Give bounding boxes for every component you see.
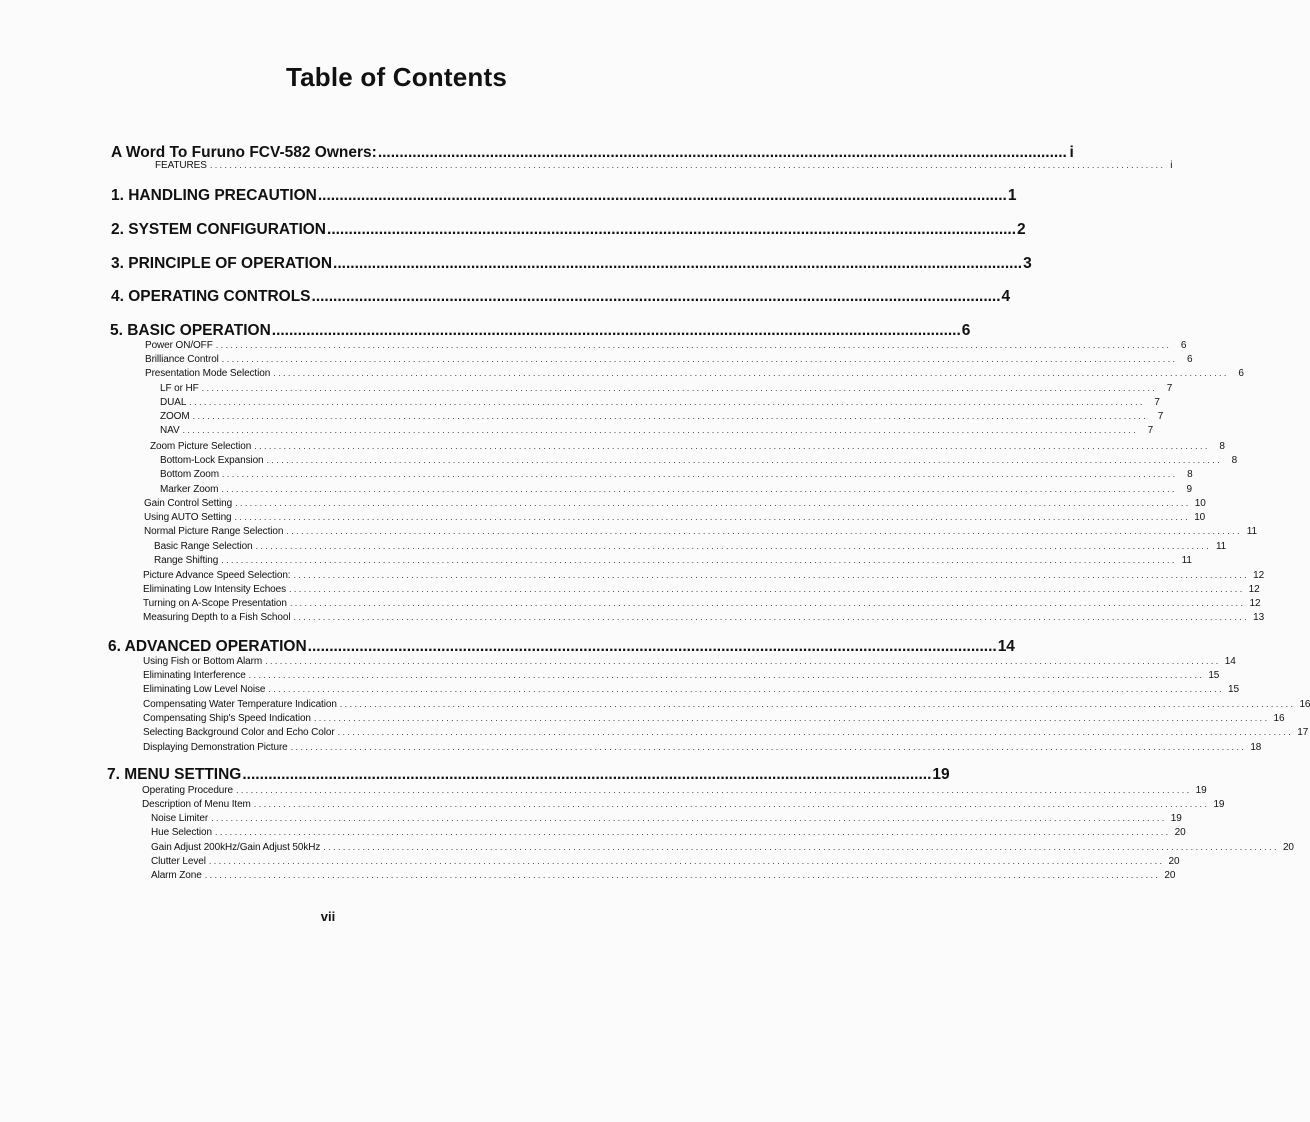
toc-entry-title: Description of Menu Item	[142, 799, 251, 810]
toc-entry-page: 10	[1194, 498, 1206, 509]
toc-entry-title: 3. PRINCIPLE OF OPERATION	[111, 255, 333, 272]
toc-entry[interactable]	[142, 785, 1207, 798]
dot-leader: ................................................................................................................................................................	[333, 255, 1023, 272]
toc-entry-title: Compensating Water Temperature Indication	[143, 699, 337, 710]
toc-entry[interactable]	[144, 498, 1206, 511]
toc-entry-title: Eliminating Interference	[143, 670, 246, 681]
toc-entry[interactable]	[143, 742, 1262, 755]
toc-entry-title: Alarm Zone	[151, 870, 202, 881]
dot-leader: ................................................................................................................................................................	[271, 322, 961, 339]
toc-entry-title: Turning on A-Scope Presentation	[143, 598, 287, 609]
dot-leader: ...................................................................................................................................................................................................	[255, 541, 1212, 551]
dot-leader: ................................................................................................................................................................	[242, 766, 932, 783]
toc-entry-page: 20	[1174, 827, 1186, 838]
toc-entry-page: 15	[1208, 670, 1220, 681]
toc-entry-title: LF or HF	[160, 383, 199, 394]
dot-leader: ...................................................................................................................................................................................................	[337, 727, 1294, 737]
toc-entry[interactable]	[143, 699, 1310, 712]
toc-entry-page: 8	[1187, 469, 1193, 480]
toc-entry[interactable]	[143, 684, 1239, 697]
toc-entry-page: 4	[1001, 288, 1011, 305]
toc-entry-page: 13	[1253, 612, 1265, 623]
toc-entry-title: ZOOM	[160, 411, 190, 422]
dot-leader: ...................................................................................................................................................................................................	[192, 411, 1149, 421]
toc-entry[interactable]	[142, 799, 1225, 812]
toc-entry-page: 19	[1195, 785, 1207, 796]
dot-leader: ...................................................................................................................................................................................................	[221, 469, 1178, 479]
toc-entry[interactable]	[143, 670, 1220, 683]
toc-entry-page: 2	[1017, 221, 1026, 238]
dot-leader: ...................................................................................................................................................................................................	[215, 340, 1172, 350]
toc-entry[interactable]	[151, 842, 1294, 855]
toc-entry-page: 14	[1224, 656, 1236, 667]
toc-entry[interactable]	[143, 598, 1261, 611]
toc-entry-title: Clutter Level	[151, 856, 206, 867]
page-number: vii	[320, 909, 336, 924]
toc-entry[interactable]	[144, 526, 1257, 539]
toc-entry-title: Gain Adjust 200kHz/Gain Adjust 50kHz	[151, 842, 321, 853]
toc-entry-page: 12	[1253, 570, 1265, 581]
dot-leader: ...................................................................................................................................................................................................	[293, 612, 1250, 622]
toc-entry-page: 15	[1228, 684, 1239, 695]
page-title: Table of Contents	[285, 62, 508, 92]
toc-entry-title: 6. ADVANCED OPERATION	[108, 638, 307, 655]
toc-entry-page: 12	[1248, 584, 1260, 595]
dot-leader: ................................................................................................................................................................	[377, 144, 1067, 161]
dot-leader: ...................................................................................................................................................................................................	[273, 368, 1229, 378]
toc-entry[interactable]	[151, 813, 1182, 826]
toc-entry[interactable]	[143, 612, 1265, 625]
toc-chapter-2[interactable]	[111, 221, 1026, 241]
dot-leader: ...................................................................................................................................................................................................	[339, 699, 1296, 709]
toc-entry[interactable]	[160, 425, 1154, 438]
toc-entry-page: 8	[1219, 441, 1225, 452]
toc-chapter-6[interactable]	[108, 638, 1015, 658]
toc-entry-title: Hue Selection	[151, 827, 212, 838]
toc-entry[interactable]	[150, 441, 1225, 454]
dot-leader: ...................................................................................................................................................................................................	[313, 713, 1270, 723]
toc-entry-page: 10	[1194, 512, 1206, 523]
toc-entry-title: Power ON/OFF	[145, 340, 213, 351]
toc-entry-title: Basic Range Selection	[154, 541, 253, 552]
dot-leader: ...................................................................................................................................................................................................	[234, 512, 1191, 522]
dot-leader: ...................................................................................................................................................................................................	[208, 856, 1165, 866]
toc-entry[interactable]	[143, 584, 1260, 597]
toc-entry-page: 19	[932, 766, 950, 783]
dot-leader: ...................................................................................................................................................................................................	[189, 397, 1145, 407]
toc-entry-page: 16	[1273, 713, 1285, 724]
toc-entry-page: 6	[1238, 368, 1244, 379]
toc-entry-page: 6	[1186, 354, 1193, 365]
toc-entry[interactable]	[145, 368, 1244, 381]
toc-entry-title: 1. HANDLING PRECAUTION	[111, 187, 317, 204]
toc-entry-title: 7. MENU SETTING	[107, 766, 242, 783]
toc-entry-title: Measuring Depth to a Fish School	[143, 612, 291, 623]
toc-entry-title: Using Fish or Bottom Alarm	[143, 656, 263, 667]
dot-leader: ...................................................................................................................................................................................................	[286, 526, 1242, 536]
toc-entry[interactable]	[154, 555, 1192, 568]
toc-entry[interactable]	[151, 827, 1186, 840]
dot-leader: ...................................................................................................................................................................................................	[293, 570, 1250, 580]
toc-entry-title: Operating Procedure	[142, 785, 233, 796]
dot-leader: ...................................................................................................................................................................................................	[268, 684, 1224, 694]
toc-entry-title: Zoom Picture Selection	[150, 441, 252, 452]
toc-entry-title: Range Shifting	[154, 555, 219, 566]
toc-entry[interactable]	[143, 727, 1309, 740]
toc-entry-title: 4. OPERATING CONTROLS	[111, 288, 311, 305]
toc-entry-title: Normal Picture Range Selection	[144, 526, 284, 537]
toc-entry-page: 1	[1007, 187, 1017, 204]
toc-entry[interactable]	[160, 383, 1173, 396]
toc-entry-page: 7	[1157, 411, 1164, 422]
toc-entry-page: i	[1069, 144, 1074, 161]
toc-entry-title: Eliminating Low Level Noise	[143, 684, 266, 695]
toc-entry[interactable]	[144, 512, 1206, 525]
toc-entry-page: 20	[1282, 842, 1294, 853]
dot-leader: ...................................................................................................................................................................................................	[201, 383, 1158, 393]
toc-entry-title: Using AUTO Setting	[144, 512, 232, 523]
toc-entry[interactable]	[151, 870, 1176, 883]
toc-entry-page: 7	[1147, 425, 1154, 436]
dot-leader: ...................................................................................................................................................................................................	[221, 484, 1177, 494]
toc-entry-page: 11	[1181, 555, 1192, 566]
toc-entry-title: NAV	[160, 425, 180, 436]
dot-leader: ...................................................................................................................................................................................................	[221, 555, 1177, 565]
dot-leader: ...................................................................................................................................................................................................	[289, 598, 1246, 608]
dot-leader: ...................................................................................................................................................................................................	[266, 455, 1223, 465]
dot-leader: ................................................................................................................................................................	[317, 187, 1007, 204]
toc-entry-title: Bottom Zoom	[160, 469, 219, 480]
toc-entry-page: 9	[1186, 484, 1192, 495]
toc-entry-title: FEATURES	[155, 160, 207, 171]
toc-chapter-7[interactable]	[107, 766, 950, 786]
dot-leader: ...................................................................................................................................................................................................	[221, 354, 1178, 364]
toc-entry-title: Gain Control Setting	[144, 498, 233, 509]
dot-leader: ...................................................................................................................................................................................................	[235, 498, 1191, 508]
toc-entry[interactable]	[160, 397, 1160, 410]
toc-entry-title: 2. SYSTEM CONFIGURATION	[111, 221, 327, 238]
toc-entry-title: 5. BASIC OPERATION	[110, 322, 271, 339]
toc-entry-title: Eliminating Low Intensity Echoes	[143, 584, 286, 595]
dot-leader: ...................................................................................................................................................................................................	[323, 842, 1279, 852]
toc-entry[interactable]	[151, 856, 1180, 869]
toc-entry-page: 19	[1213, 799, 1225, 810]
dot-leader: ...................................................................................................................................................................................................	[254, 441, 1210, 451]
toc-entry-page: 7	[1166, 383, 1173, 394]
dot-leader: ...................................................................................................................................................................................................	[182, 425, 1139, 435]
toc-entry[interactable]	[145, 340, 1187, 353]
toc-entry-title: Compensating Ship's Speed Indication	[143, 713, 311, 724]
toc-entry-page: i	[1170, 160, 1173, 171]
toc-entry[interactable]	[145, 354, 1193, 367]
dot-leader: ...................................................................................................................................................................................................	[209, 160, 1166, 170]
toc-entry-page: 20	[1168, 856, 1180, 867]
toc-entry-page: 18	[1250, 742, 1262, 753]
toc-entry[interactable]	[143, 570, 1265, 583]
toc-chapter-5[interactable]	[110, 322, 971, 342]
dot-leader: ...................................................................................................................................................................................................	[211, 813, 1167, 823]
dot-leader: ................................................................................................................................................................	[311, 288, 1001, 305]
toc-entry-page: 11	[1246, 526, 1257, 537]
toc-entry-page: 8	[1231, 455, 1238, 466]
toc-entry-page: 17	[1297, 727, 1309, 738]
toc-entry[interactable]	[160, 411, 1164, 424]
toc-entry-page: 7	[1154, 397, 1160, 408]
toc-entry-title: Selecting Background Color and Echo Color	[143, 727, 335, 738]
toc-entry[interactable]	[160, 484, 1192, 497]
toc-entry-title: A Word To Furuno FCV-582 Owners:	[111, 144, 377, 161]
dot-leader: ................................................................................................................................................................	[327, 221, 1017, 238]
dot-leader: ...................................................................................................................................................................................................	[214, 827, 1171, 837]
dot-leader: ...................................................................................................................................................................................................	[289, 584, 1245, 594]
toc-entry-page: 6	[1180, 340, 1187, 351]
toc-entry-title: Bottom-Lock Expansion	[160, 455, 264, 466]
toc-entry[interactable]	[160, 455, 1238, 468]
dot-leader: ...................................................................................................................................................................................................	[248, 670, 1205, 680]
toc-entry-page: 11	[1215, 541, 1227, 552]
dot-leader: ...................................................................................................................................................................................................	[265, 656, 1221, 666]
dot-leader: ................................................................................................................................................................	[307, 638, 997, 655]
toc-entry-title: DUAL	[160, 397, 187, 408]
toc-entry-page: 12	[1249, 598, 1261, 609]
toc-entry-page: 14	[997, 638, 1015, 655]
toc-entry-title: Picture Advance Speed Selection:	[143, 570, 291, 581]
toc-entry-page: 19	[1170, 813, 1182, 824]
dot-leader: ...................................................................................................................................................................................................	[235, 785, 1192, 795]
toc-entry-title: Brilliance Control	[145, 354, 219, 365]
toc-entry-title: Marker Zoom	[160, 484, 219, 495]
toc-entry-features[interactable]	[155, 160, 1173, 173]
dot-leader: ...................................................................................................................................................................................................	[253, 799, 1210, 809]
toc-entry[interactable]	[154, 541, 1227, 554]
toc-entry-title: Displaying Demonstration Picture	[143, 742, 288, 753]
dot-leader: ...................................................................................................................................................................................................	[290, 742, 1247, 752]
toc-entry[interactable]	[143, 656, 1236, 669]
toc-chapter-4[interactable]	[111, 288, 1011, 308]
toc-entry-page: 3	[1023, 255, 1032, 272]
toc-entry[interactable]	[160, 469, 1193, 482]
toc-entry-page: 16	[1299, 699, 1310, 710]
toc-entry-title: Presentation Mode Selection	[145, 368, 271, 379]
toc-chapter-1[interactable]	[111, 187, 1017, 207]
toc-entry-title: Noise Limiter	[151, 813, 209, 824]
toc-entry-page: 20	[1164, 870, 1176, 881]
toc-entry-page: 6	[961, 322, 971, 339]
dot-leader: ...................................................................................................................................................................................................	[204, 870, 1161, 880]
toc-entry[interactable]	[143, 713, 1285, 726]
toc-chapter-3[interactable]	[111, 255, 1032, 275]
